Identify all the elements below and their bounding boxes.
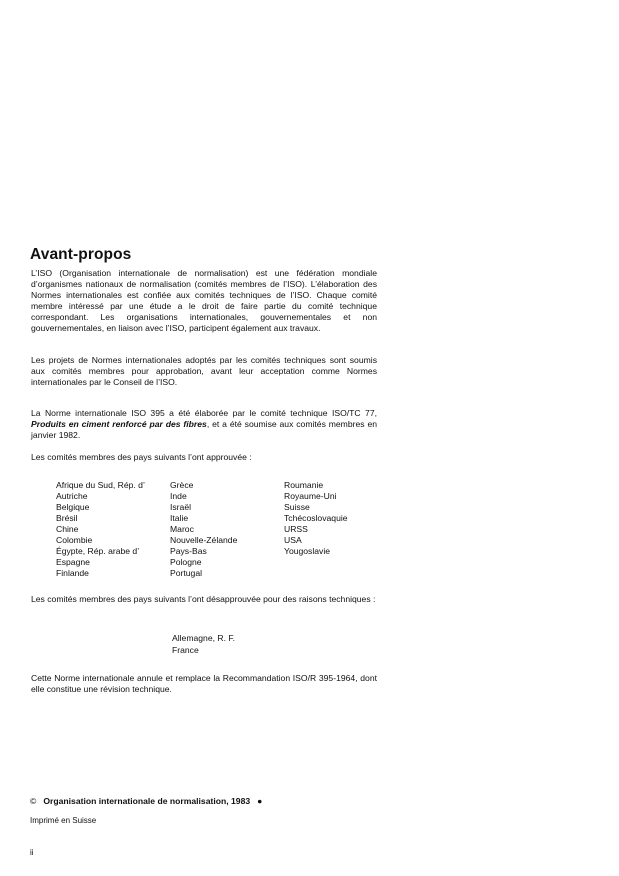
country-item: Tchécoslovaquie (284, 513, 348, 523)
country-item: Belgique (56, 502, 90, 512)
paragraph-approved-intro: Les comités membres des pays suivants l’ont approuvée : (31, 452, 252, 462)
disapproving-list (172, 632, 235, 656)
country-item: Roumanie (284, 480, 324, 490)
approving-column-1 (56, 480, 145, 579)
country-item: USA (284, 535, 302, 545)
country-item: Autriche (56, 491, 88, 501)
paragraph-iso-395 (31, 408, 377, 441)
country-item: Suisse (284, 502, 310, 512)
country-item: Égypte, Rép. arabe d’ (56, 546, 140, 556)
country-item: France (172, 645, 199, 655)
country-item: Royaume-Uni (284, 491, 337, 501)
p3-italic-title: Produits en ciment renforcé par des fibres (31, 419, 207, 429)
printed-in: Imprimé en Suisse (30, 816, 97, 825)
paragraph-disapproved-intro: Les comités membres des pays suivants l’ont désapprouvée pour des raisons techniques : (31, 594, 376, 604)
country-item: Grèce (170, 480, 194, 490)
country-item: Colombie (56, 535, 93, 545)
paragraph-approval-process: Les projets de Normes internationales adoptés par les comités techniques sont soumis aux comités membres pour approbation, avant leur acceptation comme Normes internationales par le Conseil de l’ISO. (31, 355, 377, 387)
country-item: Yougoslavie (284, 546, 331, 556)
approving-column-2 (170, 480, 237, 579)
paragraph-replaces: Cette Norme internationale annule et remplace la Recommandation ISO/R 395-1964, dont elle constitue une révision technique. (31, 673, 377, 694)
country-item: Espagne (56, 557, 90, 567)
copyright-line (30, 796, 262, 806)
p3-after: , et a été soumise aux comités membres en janvier 1982. (31, 419, 377, 440)
page-title: Avant-propos (30, 246, 132, 263)
p3-before: La Norme internationale ISO 395 a été élaborée par le comité technique ISO/TC 77, (31, 408, 377, 418)
country-item: Allemagne, R. F. (172, 633, 236, 643)
country-item: Israël (170, 502, 192, 512)
paragraph-iso-intro: L’ISO (Organisation internationale de normalisation) est une fédération mondiale d’organismes nationaux de normalisation (comités membres de l’ISO). L’élaboration des Normes internationales est confiée aux comités techniques de l’ISO. Chaque comité membre intéressé par une étude a le droit de faire partie du comité technique correspondant. Les organisations internationales, gouvernementales et non gouvernementales, en liaison avec l’ISO, participent également aux travaux. (31, 268, 377, 333)
copyright-icon: © (30, 796, 37, 806)
approving-column-3 (284, 480, 348, 557)
country-item: Italie (170, 513, 189, 523)
page-number: ii (30, 848, 34, 857)
country-item: Afrique du Sud, Rép. d’ (56, 480, 145, 490)
country-item: Pologne (170, 557, 202, 567)
country-item: Maroc (170, 524, 194, 534)
copyright-text: Organisation internationale de normalisation, 1983 (43, 796, 251, 806)
bullet-icon: ● (257, 796, 263, 806)
country-item: Nouvelle-Zélande (170, 535, 238, 545)
country-item: Inde (170, 491, 187, 501)
country-item: Portugal (170, 568, 203, 578)
country-item: Pays-Bas (170, 546, 207, 556)
country-item: Brésil (56, 513, 78, 523)
country-item: Finlande (56, 568, 89, 578)
country-item: URSS (284, 524, 308, 534)
country-item: Chine (56, 524, 79, 534)
